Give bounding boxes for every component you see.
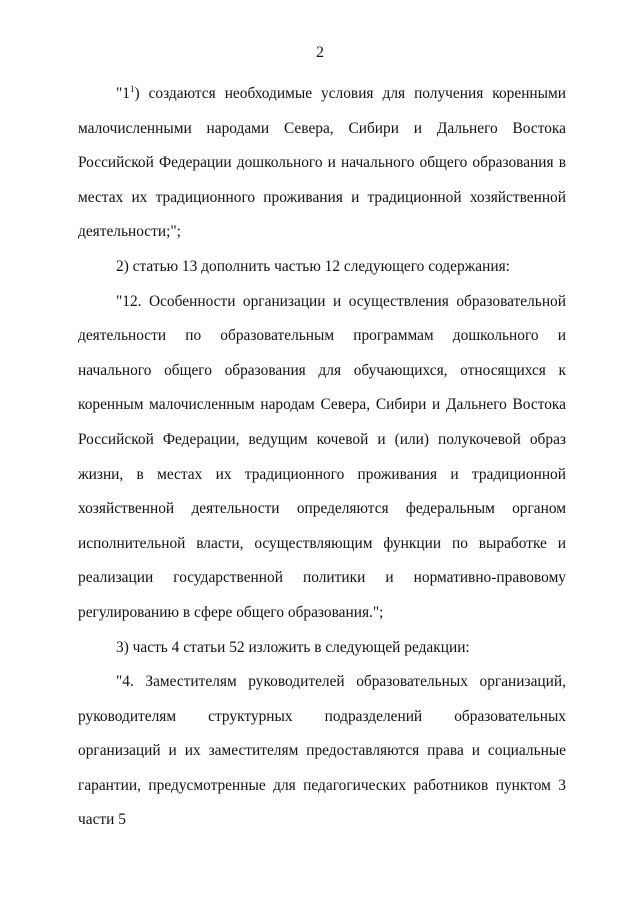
- superscript-index: 1: [129, 83, 135, 94]
- paragraph-part-4: "4. Заместителям руководителей образовательных организаций, руководителям структурных подразделений образовательных организаций и их заместителям предоставляются права и социальные гарантии, предусмотренные для педагогических работников пунктом 3 части 5: [78, 673, 566, 829]
- paragraph-clause-1-1: [78, 77, 566, 250]
- paragraph-clause-1-1-start: "1: [116, 85, 130, 102]
- paragraph-clause-1-1-text: ) создаются необходимые условия для получения коренными малочисленными народами Севера, Сибири и Дальнего Востока Российской Федерации дошкольного и начального общего образования в местах их традиционного проживания и традиционной хозяйственной деятельности;";: [78, 85, 566, 241]
- paragraph-amend-article-52: 3) часть 4 статьи 52 изложить в следующей редакции:: [116, 638, 470, 656]
- paragraph-part-12: "12. Особенности организации и осуществления образовательной деятельности по образовательным программам дошкольного и начального общего образования для обучающихся, относящихся к коренным малочисленным народам Севера, Сибири и Дальнего Востока Российской Федерации, ведущим кочевой и (или) полукочевой образ жизни, в местах их традиционного проживания и традиционной хозяйственной деятельности определяются федеральным органом исполнительной власти, осуществляющим функции по выработке и реализации государственной политики и нормативно-правовому регулированию в сфере общего образования.";: [78, 292, 566, 621]
- paragraph-amend-article-13: 2) статью 13 дополнить частью 12 следующего содержания:: [116, 257, 510, 275]
- document-body: [78, 77, 566, 838]
- page-number: 2: [316, 44, 324, 61]
